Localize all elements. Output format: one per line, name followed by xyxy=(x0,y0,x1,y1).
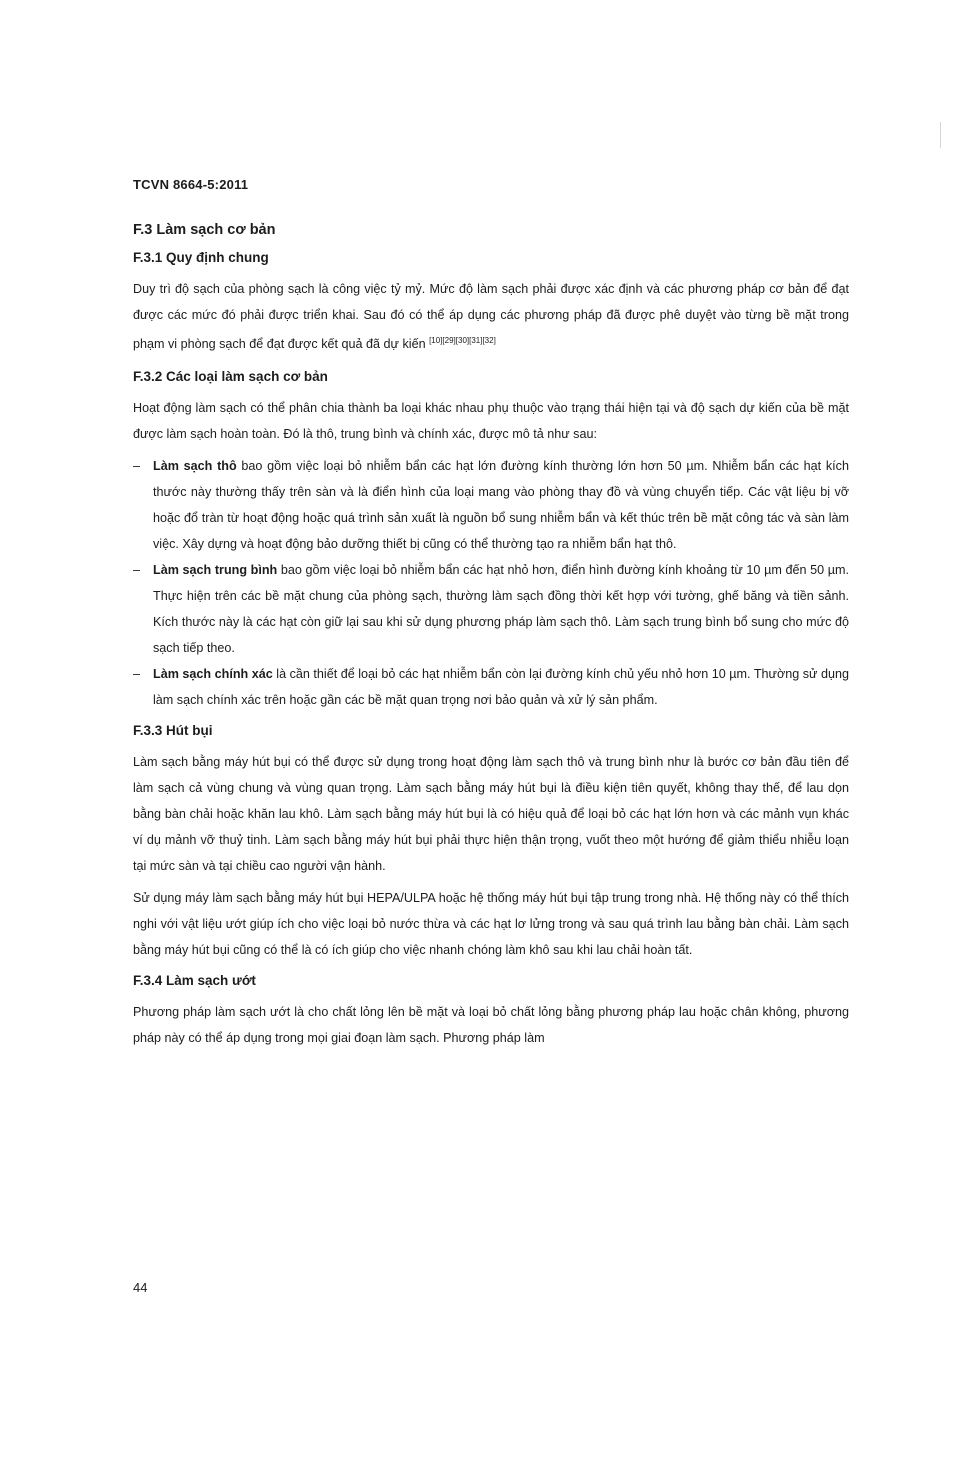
paragraph-general-rules xyxy=(133,276,849,357)
scan-edge-mark xyxy=(940,122,941,148)
term-coarse-cleaning: Làm sạch thô xyxy=(153,459,237,474)
list-item-medium-cleaning xyxy=(133,557,849,661)
paragraph-general-rules-text: Duy trì độ sạch của phòng sạch là công việc tỷ mỷ. Mức độ làm sạch phải được xác định và các phương pháp cơ bản để đạt được các mức đó phải được triển khai. Sau đó có thể áp dụng các phương pháp đã được phê duyệt vào từng bề mặt trong phạm vi phòng sạch để đạt được kết quả đã dự kiến xyxy=(133,282,849,352)
precision-cleaning-text: là cần thiết để loại bỏ các hạt nhiễm bẩn còn lại đường kính chủ yếu nhỏ hơn 10 µm. Thường sử dụng làm sạch chính xác trên hoặc gần các bề mặt quan trọng nơi bảo quản và xử lý sản phẩm. xyxy=(153,667,849,708)
list-item-precision-cleaning xyxy=(133,661,849,713)
paragraph-cleaning-types-intro: Hoạt động làm sạch có thể phân chia thành ba loại khác nhau phụ thuộc vào trạng thái hiện tại và độ sạch dự kiến của bề mặt được làm sạch hoàn toàn. Đó là thô, trung bình và chính xác, được mô tả như sau: xyxy=(133,401,849,442)
cleaning-types-list xyxy=(133,453,849,713)
standard-code-header: TCVN 8664-5:2011 xyxy=(133,177,249,192)
list-dash: – xyxy=(133,667,141,682)
subsection-title-f31: F.3.1 Quy định chung xyxy=(133,250,269,265)
coarse-cleaning-text: bao gồm việc loại bỏ nhiễm bẩn các hạt lớn đường kính thường lớn hơn 50 µm. Nhiễm bẩn các hạt kích thước này thường thấy trên sàn và là điển hình của loại mang vào phòng thay đồ và vùng chuyển tiếp. Các vật liệu bị vỡ hoặc đổ tràn từ hoạt động hoặc quá trình sản xuất là nguồn bổ sung nhiễm bẩn và kết thúc trên bề mặt công tác và sàn làm việc. Xây dựng và hoạt động bảo dưỡng thiết bị cũng có thể thường tạo ra nhiễm bẩn hạt thô. xyxy=(153,459,849,552)
list-item-coarse-cleaning xyxy=(133,453,849,557)
paragraph-vacuum-1: Làm sạch bằng máy hút bụi có thể được sử dụng trong hoạt động làm sạch thô và trung bình như là bước cơ bản đầu tiên để làm sạch cả vùng chung và vùng quan trọng. Làm sạch bằng máy hút bụi là điều kiện tiên quyết, không thay thế, để lau dọn bằng bàn chải hoặc khăn lau khô. Làm sạch bằng máy hút bụi là có hiệu quả để loại bỏ các hạt lớn hơn và các mảnh vụn khác ví dụ mảnh vỡ thuỷ tinh. Làm sạch bằng máy hút bụi phải thực hiện thận trọng, vuốt theo một hướng để giảm thiểu nhiễu loạn tại mức sàn và tại chiều cao người vận hành. xyxy=(133,755,849,874)
section-title-f3: F.3 Làm sạch cơ bản xyxy=(133,222,276,238)
list-dash: – xyxy=(133,459,141,474)
list-dash: – xyxy=(133,563,141,578)
paragraph-wet-cleaning: Phương pháp làm sạch ướt là cho chất lỏng lên bề mặt và loại bỏ chất lỏng bằng phương pháp lau hoặc chân không, phương pháp này có thể áp dụng trong mọi giai đoạn làm sạch. Phương pháp làm xyxy=(133,1005,849,1046)
page-content xyxy=(133,222,849,1057)
page-number: 44 xyxy=(133,1280,148,1295)
medium-cleaning-text: bao gồm việc loại bỏ nhiễm bẩn các hạt nhỏ hơn, điển hình đường kính khoảng từ 10 µm đến 50 µm. Thực hiện trên các bề mặt chung của phòng sạch, thường làm sạch đồng thời kết hợp với tường, ghế băng và tiền sảnh. Kích thước này là các hạt còn giữ lại sau khi sử dụng phương pháp làm sạch thô. Làm sạch trung bình bổ sung cho mức độ sạch tiếp theo. xyxy=(153,563,849,656)
paragraph-vacuum-2: Sử dụng máy làm sạch bằng máy hút bụi HEPA/ULPA hoặc hệ thống máy hút bụi tập trung trong nhà. Hệ thống này có thể thích nghi với vật liệu ướt giúp ích cho việc loại bỏ nước thừa và các hạt lơ lửng trong và sau quá trình lau bằng bàn chải. Làm sạch bằng máy hút bụi cũng có thể là có ích giúp cho việc nhanh chóng làm khô sau khi lau chải hoàn tất. xyxy=(133,891,849,958)
term-precision-cleaning: Làm sạch chính xác xyxy=(153,667,273,682)
subsection-title-f32: F.3.2 Các loại làm sạch cơ bản xyxy=(133,369,328,385)
subsection-title-f33: F.3.3 Hút bụi xyxy=(133,723,213,739)
subsection-title-f34: F.3.4 Làm sạch ướt xyxy=(133,973,256,989)
reference-citation: [10][29][30][31][32] xyxy=(429,336,496,345)
term-medium-cleaning: Làm sạch trung bình xyxy=(153,563,278,578)
